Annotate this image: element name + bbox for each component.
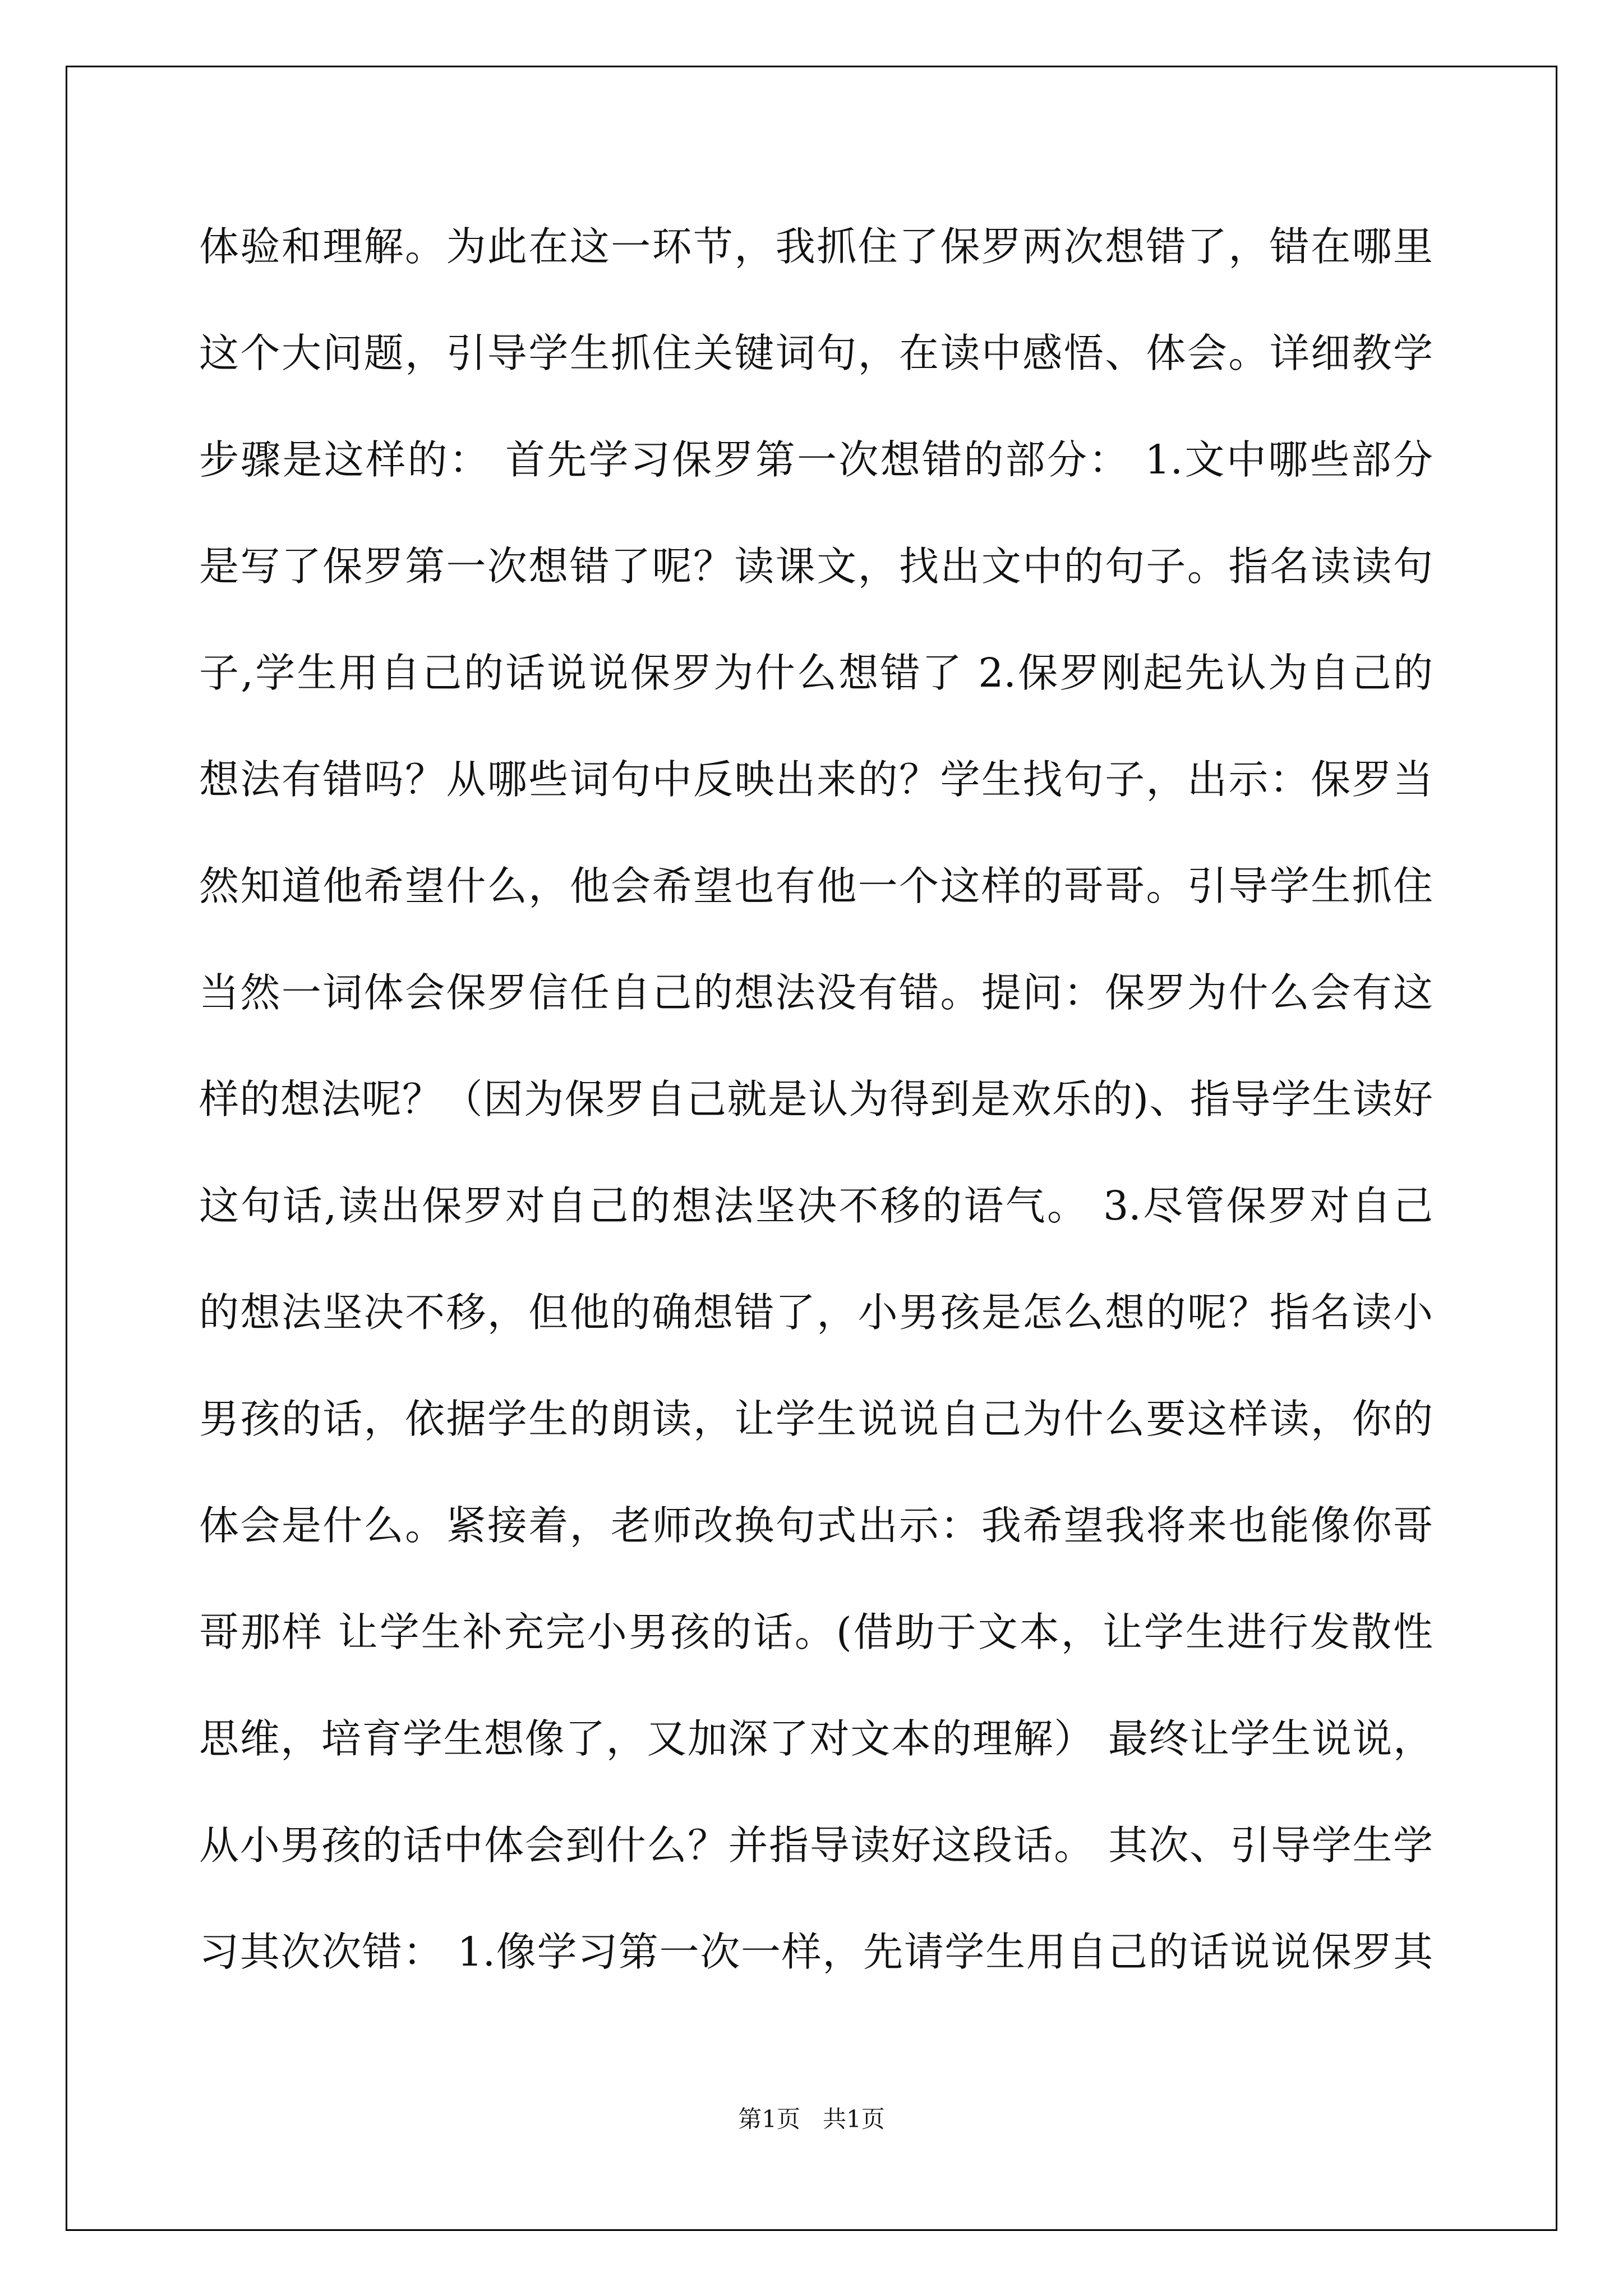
document-body [199,210,1433,2022]
text-line: 然知道他希望什么，他会希望也有他一个这样的哥哥。引导学生抓住 [199,863,1433,909]
page-total: 共1页 [823,2105,885,2133]
text-line: 子,学生用自己的话说说保罗为什么想错了 2.保罗刚起先认为自己的 [199,650,1433,696]
text-line: 男孩的话，依据学生的朗读，让学生说说自己为什么要这样读，你的 [199,1396,1433,1442]
text-line: 体验和理解。为此在这一环节，我抓住了保罗两次想错了，错在哪里 [199,223,1433,270]
text-line: 从小男孩的话中体会到什么？并指导读好这段话。 其次、引导学生学 [199,1822,1433,1869]
page-footer [0,2101,1623,2134]
text-line: 样的想法呢？（因为保罗自己就是认为得到是欢乐的)、指导学生读好 [199,1076,1433,1122]
text-line: 体会是什么。紧接着，老师改换句式出示：我希望我将来也能像你哥 [199,1502,1433,1549]
text-line: 哥那样 让学生补充完小男孩的话。(借助于文本，让学生进行发散性 [199,1609,1433,1655]
text-line: 步骤是这样的： 首先学习保罗第一次想错的部分： 1.文中哪些部分 [199,436,1433,483]
text-line: 的想法坚决不移，但他的确想错了，小男孩是怎么想的呢？指名读小 [199,1289,1433,1336]
text-line: 当然一词体会保罗信任自己的想法没有错。提问：保罗为什么会有这 [199,969,1433,1016]
text-line: 思维，培育学生想像了，又加深了对文本的理解） 最终让学生说说， [199,1715,1433,1762]
text-line: 这个大问题，引导学生抓住关键词句，在读中感悟、体会。详细教学 [199,330,1433,376]
text-line: 想法有错吗？从哪些词句中反映出来的？学生找句子，出示：保罗当 [199,756,1433,803]
text-line: 是写了保罗第一次想错了呢？读课文，找出文中的句子。指名读读句 [199,543,1433,590]
text-line: 习其次次错： 1.像学习第一次一样，先请学生用自己的话说说保罗其 [199,1929,1433,1975]
page-number: 第1页 [738,2105,800,2133]
text-line: 这句话,读出保罗对自己的想法坚决不移的语气。 3.尽管保罗对自己 [199,1182,1433,1229]
